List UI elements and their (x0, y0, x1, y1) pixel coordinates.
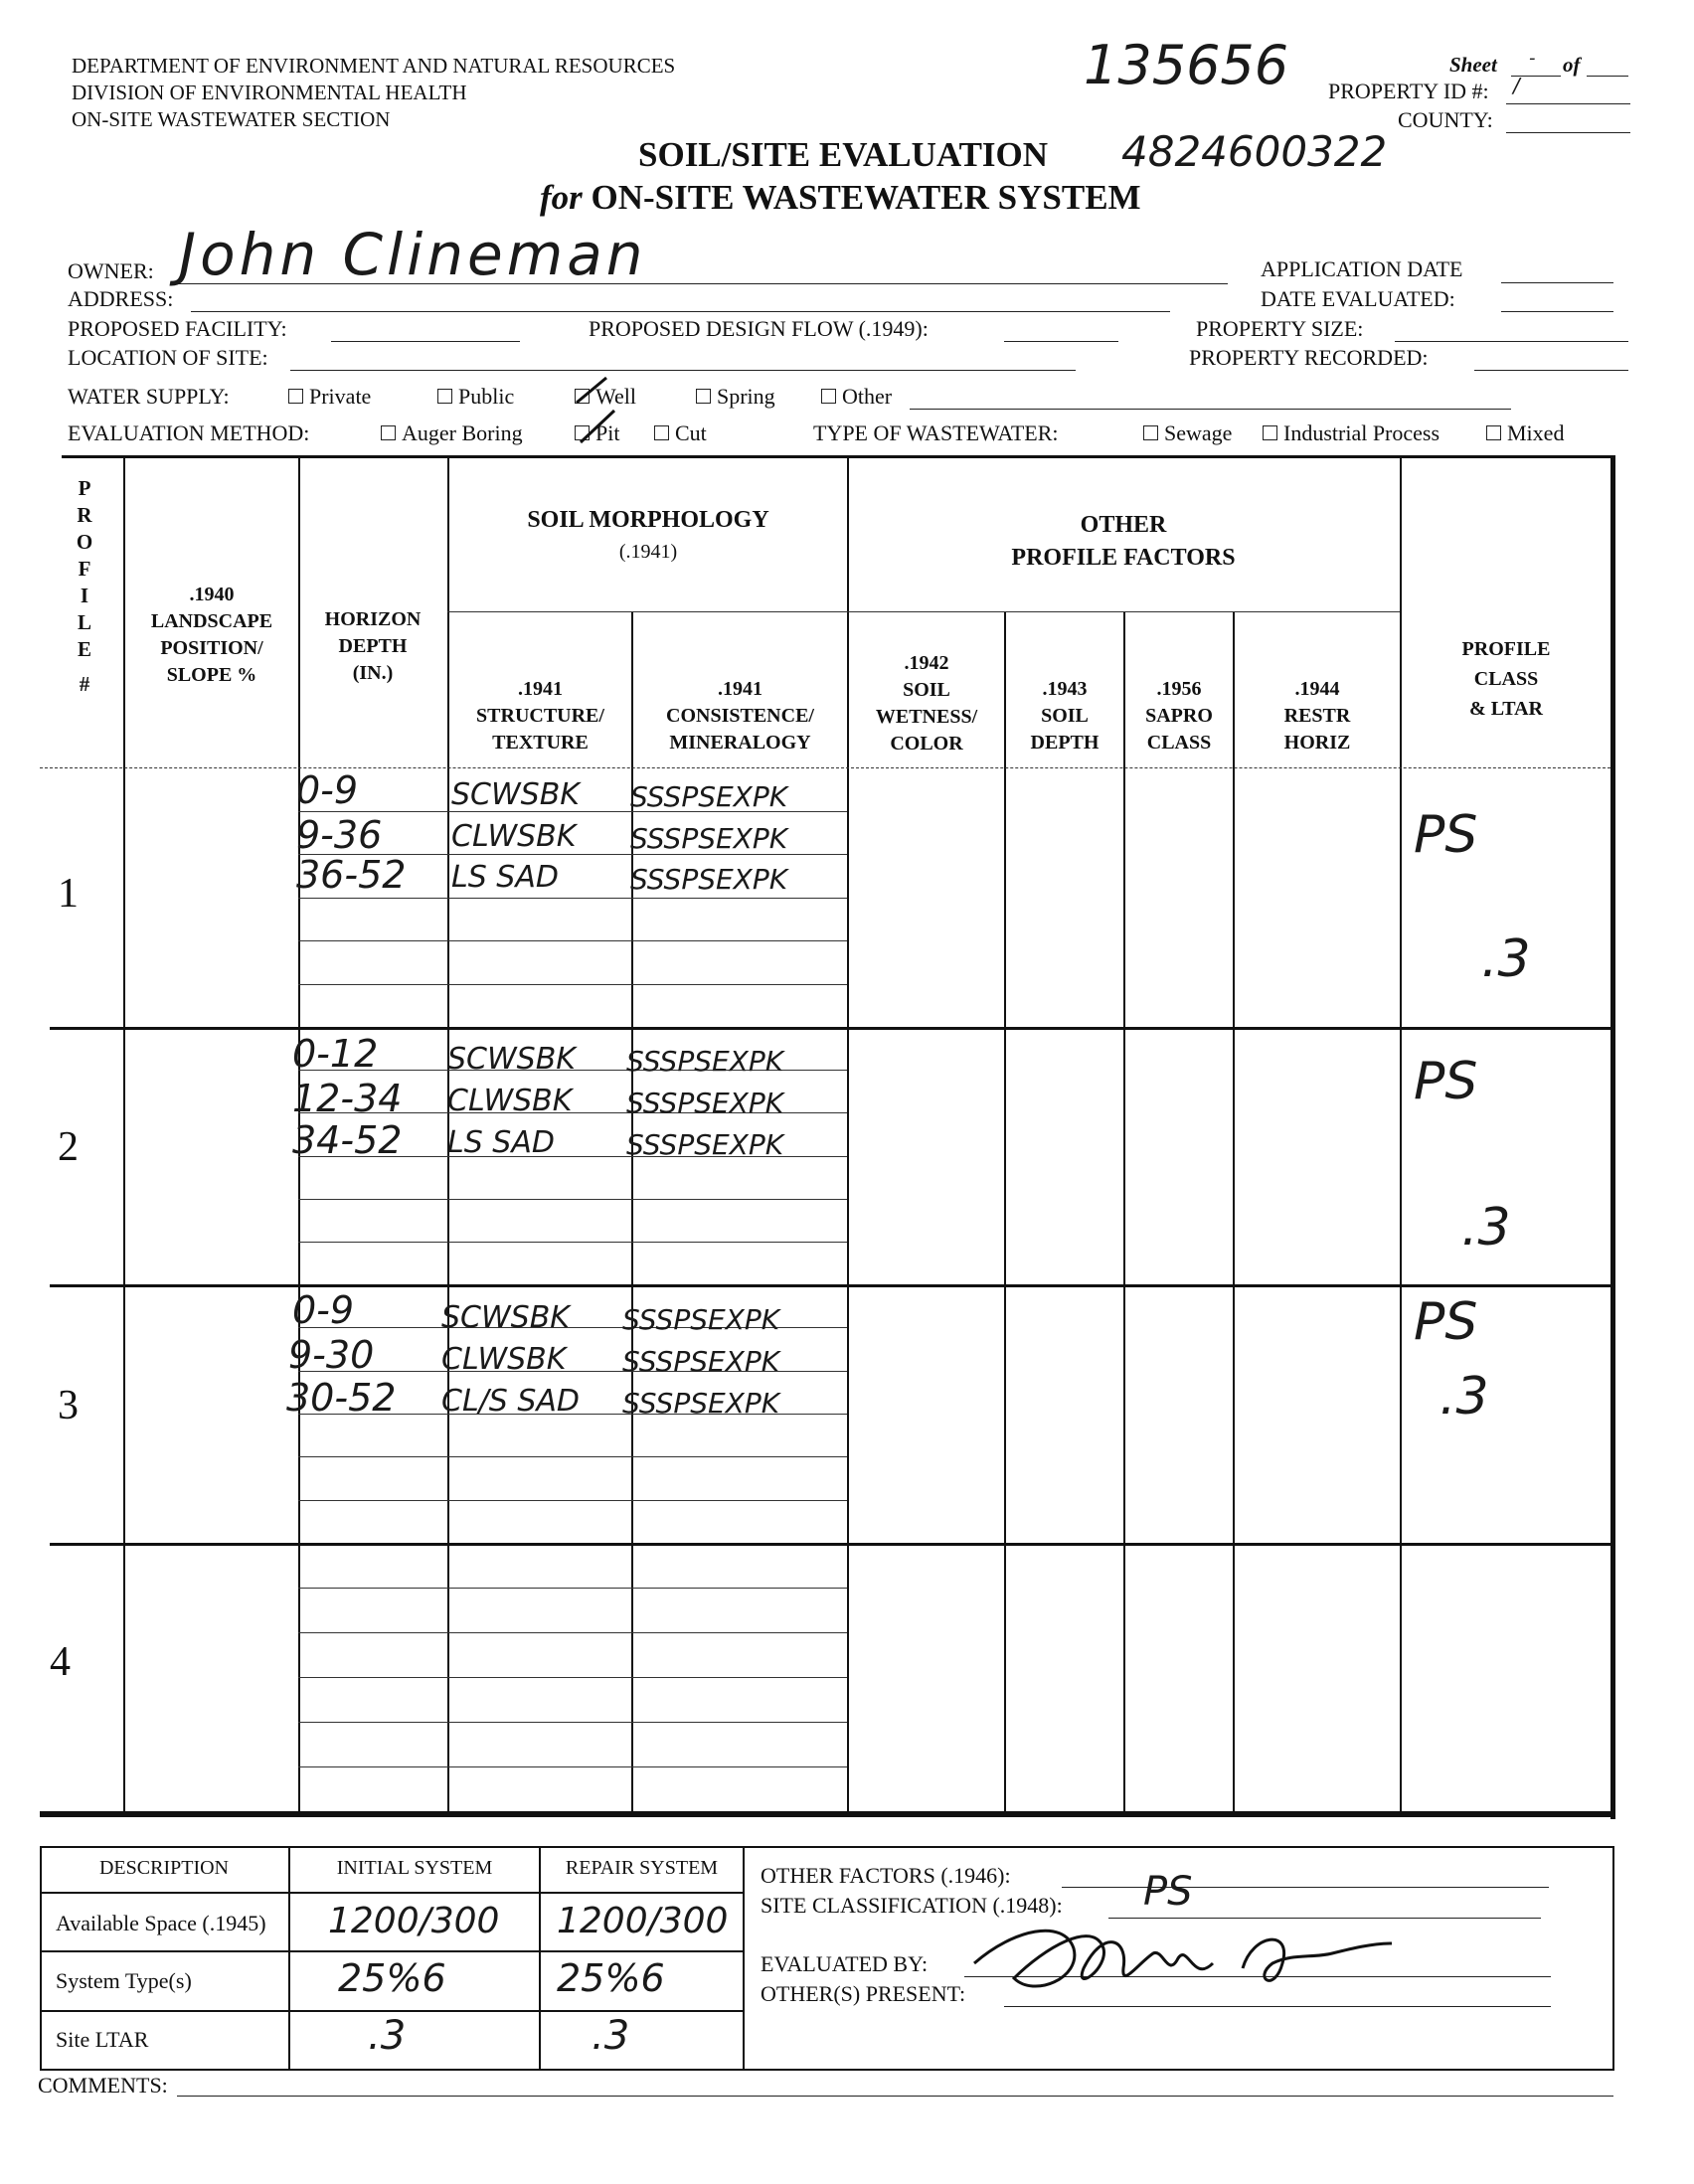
profile-3-depth-3: 30-52 (286, 1376, 397, 1420)
summary-col-repair: REPAIR SYSTEM (565, 1857, 719, 1879)
profile-2-structure-2: CLWSBK (447, 1084, 573, 1118)
title-line-2: ON-SITE WASTEWATER SYSTEM (591, 178, 1141, 217)
property-size-label: PROPERTY SIZE: (1196, 316, 1364, 341)
dept-line-2: DIVISION OF ENVIRONMENTAL HEALTH (72, 81, 467, 104)
profile-3-number: 3 (58, 1383, 79, 1428)
profile-3-depth-2: 9-30 (288, 1333, 375, 1377)
eval-pit-option[interactable]: Pit (575, 420, 619, 446)
profile-2-depth-2: 12-34 (292, 1077, 403, 1120)
profile-3-depth-1: 0-9 (292, 1288, 355, 1332)
profile-2-consistence-2: SSSPSEXPK (626, 1087, 784, 1119)
summary-col-description: DESCRIPTION (98, 1857, 229, 1879)
header-landscape: .1940 LANDSCAPE POSITION/ SLOPE % (150, 584, 273, 686)
summary-ltar-initial: .3 (368, 2013, 407, 2059)
header-horizon-depth: HORIZON DEPTH (IN.) (324, 608, 422, 684)
owner-value: John Clineman (179, 221, 647, 288)
water-spring-option[interactable]: Spring (696, 384, 775, 410)
profile-1-depth-1: 0-9 (296, 768, 359, 812)
application-date-label: APPLICATION DATE (1261, 256, 1463, 281)
profile-1-consistence-3: SSSPSEXPK (630, 863, 788, 896)
header-soil-morphology-code: (.1941) (618, 541, 678, 563)
dept-line-3: ON-SITE WASTEWATER SECTION (72, 107, 391, 131)
profile-2-depth-1: 0-12 (292, 1032, 379, 1076)
address-label: ADDRESS: (68, 286, 174, 311)
profile-1-structure-1: SCWSBK (451, 777, 580, 812)
ww-mixed-option[interactable]: Mixed (1486, 420, 1564, 446)
comments-label: COMMENTS: (38, 2073, 168, 2098)
profile-2-ltar: .3 (1461, 1198, 1511, 1258)
profile-1-structure-2: CLWSBK (451, 819, 577, 854)
header-profile-hash: # (79, 672, 90, 696)
county-label: COUNTY: (1398, 107, 1493, 132)
proposed-facility-label: PROPOSED FACILITY: (68, 316, 287, 341)
water-public-option[interactable]: Public (437, 384, 514, 410)
profile-1-depth-3: 36-52 (296, 853, 407, 897)
soil-profile-table (40, 447, 1614, 1819)
profile-2-depth-3: 34-52 (292, 1118, 403, 1162)
summary-row-available-space: Available Space (.1945) (56, 1911, 266, 1935)
checkbox[interactable] (1143, 425, 1158, 440)
subrow-line (298, 984, 847, 985)
profile-3-class: PS (1414, 1292, 1478, 1352)
profile-3-ltar: .3 (1440, 1367, 1489, 1427)
property-id-label: PROPERTY ID #: (1328, 79, 1489, 103)
profile-1-consistence-1: SSSPSEXPK (630, 780, 788, 813)
profile-3-structure-2: CLWSBK (441, 1342, 567, 1377)
subrow-line (298, 1677, 847, 1678)
water-supply-row (68, 384, 230, 410)
subrow-line (298, 1722, 847, 1723)
profile-1-depth-2: 9-36 (296, 813, 383, 857)
water-other-option[interactable]: Other (821, 384, 892, 410)
checkbox[interactable] (288, 389, 303, 404)
summary-ltar-repair: .3 (592, 2013, 630, 2059)
other-factors-label: OTHER FACTORS (.1946): (761, 1863, 1011, 1888)
title-for: for (540, 178, 583, 217)
profile-1-ltar: .3 (1481, 929, 1531, 989)
header-restr: .1944 RESTR HORIZ (1283, 678, 1351, 754)
water-supply-label: WATER SUPPLY: (68, 384, 230, 409)
handwritten-pin: 4824600322 (1121, 127, 1388, 176)
header-profile-class: PROFILE CLASS & LTAR (1461, 638, 1551, 720)
summary-row-system-type: System Type(s) (56, 1968, 192, 1993)
owner-label: OWNER: (68, 258, 154, 283)
checkbox[interactable] (821, 389, 836, 404)
profile-2-structure-3: LS SAD (447, 1125, 555, 1160)
profile-2-number: 2 (58, 1124, 79, 1170)
checkbox[interactable] (1263, 425, 1277, 440)
profile-2-consistence-3: SSSPSEXPK (626, 1128, 784, 1161)
profile-4-number: 4 (50, 1639, 71, 1685)
sheet-label: Sheet (1449, 53, 1497, 77)
site-classification-label: SITE CLASSIFICATION (.1948): (761, 1893, 1063, 1918)
others-present-label: OTHER(S) PRESENT: (761, 1981, 966, 2006)
checkbox[interactable] (696, 389, 711, 404)
subrow-line (298, 1456, 847, 1457)
checkbox[interactable] (1486, 425, 1501, 440)
water-well-option[interactable]: Well (575, 384, 636, 410)
summary-col-initial: INITIAL SYSTEM (336, 1857, 493, 1879)
check-marks (567, 373, 636, 452)
header-soil-morphology: SOIL MORPHOLOGY (527, 507, 769, 533)
summary-row-site-ltar: Site LTAR (56, 2027, 149, 2052)
summary-available-initial: 1200/300 (328, 1901, 500, 1941)
evaluator-signature (954, 1909, 1402, 2008)
summary-available-repair: 1200/300 (557, 1901, 729, 1941)
design-flow-label: PROPOSED DESIGN FLOW (.1949): (589, 316, 929, 341)
header-profile-vertical: PROFILE (76, 476, 93, 661)
checkbox[interactable] (437, 389, 452, 404)
ww-sewage-option[interactable]: Sewage (1143, 420, 1232, 446)
header-other-factors: OTHER PROFILE FACTORS (1011, 512, 1236, 571)
profile-1-number: 1 (58, 871, 79, 917)
subrow-line (298, 1199, 847, 1200)
profile-1-consistence-2: SSSPSEXPK (630, 822, 788, 855)
evaluation-method-label: EVALUATION METHOD: (68, 420, 310, 445)
handwritten-file-number: 135656 (1084, 34, 1289, 96)
subrow-line (298, 1500, 847, 1501)
checkbox[interactable] (654, 425, 669, 440)
water-private-option[interactable]: Private (288, 384, 371, 410)
of-label: of (1563, 53, 1581, 77)
property-recorded-label: PROPERTY RECORDED: (1189, 345, 1429, 370)
header-structure: .1941 STRUCTURE/ TEXTURE (476, 678, 604, 754)
summary-system-initial: 25%6 (338, 1956, 446, 2000)
profile-2-consistence-1: SSSPSEXPK (626, 1045, 784, 1078)
subrow-line (298, 940, 847, 941)
sheet-value: - (1529, 48, 1536, 69)
wastewater-label: TYPE OF WASTEWATER: (813, 420, 1059, 445)
profile-3-consistence-3: SSSPSEXPK (622, 1387, 780, 1420)
profile-3-consistence-2: SSSPSEXPK (622, 1345, 780, 1378)
subrow-line (298, 1766, 847, 1767)
summary-system-repair: 25%6 (557, 1956, 665, 2000)
header-sapro: .1956 SAPRO CLASS (1145, 678, 1213, 754)
profile-3-structure-1: SCWSBK (441, 1300, 570, 1335)
profile-3-consistence-1: SSSPSEXPK (622, 1303, 780, 1336)
eval-auger-option[interactable]: Auger Boring (381, 420, 523, 446)
profile-3-structure-3: CL/S SAD (441, 1384, 581, 1419)
property-id-value: / (1513, 74, 1520, 97)
header-wetness: .1942 SOIL WETNESS/ COLOR (875, 652, 978, 755)
evaluated-by-label: EVALUATED BY: (761, 1951, 929, 1976)
profile-2-class: PS (1414, 1052, 1478, 1111)
eval-cut-option[interactable]: Cut (654, 420, 707, 446)
title-line-1: SOIL/SITE EVALUATION (638, 135, 1049, 174)
checkbox[interactable] (381, 425, 396, 440)
profile-1-structure-3: LS SAD (451, 860, 559, 895)
dept-line-1: DEPARTMENT OF ENVIRONMENT AND NATURAL RESOURCES (72, 54, 676, 78)
profile-2-structure-1: SCWSBK (447, 1042, 576, 1077)
header-consistence: .1941 CONSISTENCE/ MINERALOGY (666, 678, 814, 754)
ww-industrial-option[interactable]: Industrial Process (1263, 420, 1440, 446)
subrow-line (298, 1242, 847, 1243)
header-soil-depth: .1943 SOIL DEPTH (1030, 678, 1100, 754)
profile-1-class: PS (1414, 805, 1478, 865)
subrow-line (298, 1588, 847, 1589)
date-evaluated-label: DATE EVALUATED: (1261, 286, 1455, 311)
site-classification-value: PS (1143, 1869, 1193, 1915)
subrow-line (298, 1632, 847, 1633)
location-label: LOCATION OF SITE: (68, 345, 268, 370)
